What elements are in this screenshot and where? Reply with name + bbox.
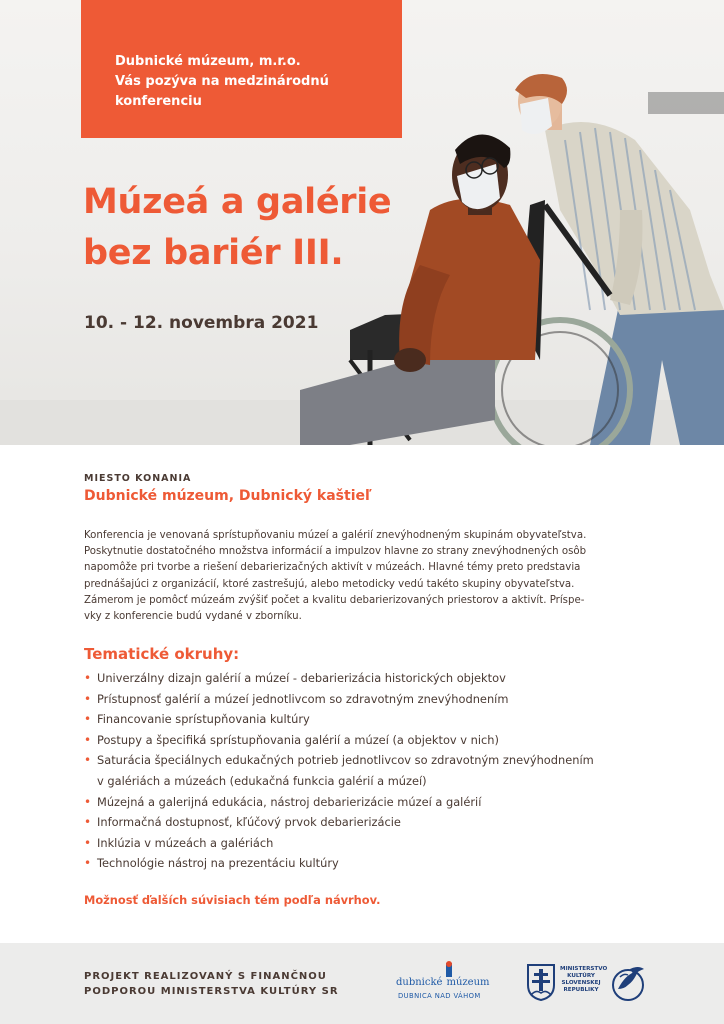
museum-logo-sub: DUBNICA NAD VÁHOM [398,992,481,1000]
topic-text-continuation: v galériách a múzeách (edukačná funkcia galérií a múzeí) [97,773,427,788]
topic-text: Informačná dostupnosť, kľúčový prvok debarierizácie [97,815,401,830]
museum-logo-name-right: múzeum [446,977,490,988]
intro-paragraph [84,528,646,625]
topic-text: Inklúzia v múzeách a galériách [97,835,274,850]
intro-line: Konferencia je venovaná sprístupňovaniu múzeí a galérií znevýhodneným skupinám obyvateľstva. [84,530,587,541]
topic-text: Postupy a špecifiká sprístupňovania galérií a múzeí (a objektov v nich) [97,732,499,747]
invite-line-1: Dubnické múzeum, m.r.o. [115,54,301,69]
ministry-line: REPUBLIKY [563,987,599,993]
list-item [84,689,674,710]
slovak-coat-of-arms-icon [526,963,556,1001]
intro-line: prednášajúci z organizácií, ktoré zastrešujú, alebo metodicky vedú takéto skupiny obyvateľstva. [84,578,575,590]
hero-banner [0,0,724,445]
funding-line-1: PROJEKT REALIZOVANÝ S FINANČNOU [84,971,327,982]
intro-line: napomôže pri tvorbe a riešení debarierizačných aktivít v múzeách. Hlavné témy preto predstavia [84,562,581,574]
invite-line-2: Vás pozýva na medzinárodnú [115,74,329,89]
list-item [84,668,674,689]
museum-logo-name [396,977,490,988]
topic-text: Technológie nástroj na prezentáciu kultúry [97,856,339,871]
topic-text: Univerzálny dizajn galérií a múzeí - debarierizácia historických objektov [97,671,506,685]
museum-logo-name-left: dubnické [396,977,443,988]
topic-text: Múzejná a galerijná edukácia, nástroj debarierizácie múzeí a galérií [97,794,482,809]
bullet-icon: • [84,732,92,747]
title-line-1: Múzeá a galérie [83,182,392,222]
list-item [84,709,674,730]
bullet-icon: • [84,753,92,768]
ministry-line: KULTÚRY [567,973,595,979]
ministry-emblem-icon [608,963,648,1003]
footer [0,943,724,1024]
list-item [84,812,674,833]
list-item [84,730,674,751]
bullet-icon: • [84,815,92,830]
list-item [84,833,674,854]
invite-line-3: konferenciu [115,94,202,109]
list-item [84,792,674,813]
more-topics-note: Možnosť ďalších súvisiach tém podľa návrhov. [84,893,381,907]
museum-logo [396,961,500,1003]
bullet-icon: • [84,712,92,727]
topics-heading: Tematické okruhy: [84,645,240,663]
funding-line-2: PODPOROU MINISTERSTVA KULTÚRY SR [84,986,339,997]
conference-dates: 10. - 12. novembra 2021 [84,313,319,333]
list-item [84,853,674,874]
ministry-line: MINISTERSTVO [560,966,608,972]
topic-text: Financovanie sprístupňovania kultúry [97,712,310,727]
bullet-icon: • [84,794,92,809]
bullet-icon: • [84,856,92,871]
ministry-logo-text [560,966,608,994]
title-line-2: bez bariér III. [83,233,344,273]
topic-text: Saturácia špeciálnych edukačných potrieb jednotlivcov so zdravotným znevýhodnením [97,753,594,768]
ministry-line: SLOVENSKEJ [561,980,601,986]
bullet-icon: • [84,691,92,706]
list-item [84,750,674,791]
intro-line: Poskytnutie dostatočného množstva informácií a impulzov hlavne zo strany znevýhodnených osôb [84,546,587,558]
topics-list [84,668,674,874]
topic-text: Prístupnosť galérií a múzeí jednotlivcom so zdravotným znevýhodnením [97,691,509,706]
wheelchair-photo [290,60,724,445]
intro-line: Zámerom je pomôcť múzeám zvýšiť počet a kvalitu debarierizovaných priestorov a aktivít. Príspe- [84,594,585,606]
venue-label: MIESTO KONANIA [84,473,192,484]
bullet-icon: • [84,835,92,850]
funding-note [84,969,339,999]
intro-line: vky z konferencie budú vydané v zborníku. [84,611,302,623]
bullet-icon: • [84,671,92,685]
ministry-logo [524,961,648,1007]
venue-name: Dubnické múzeum, Dubnický kaštieľ [84,488,372,504]
